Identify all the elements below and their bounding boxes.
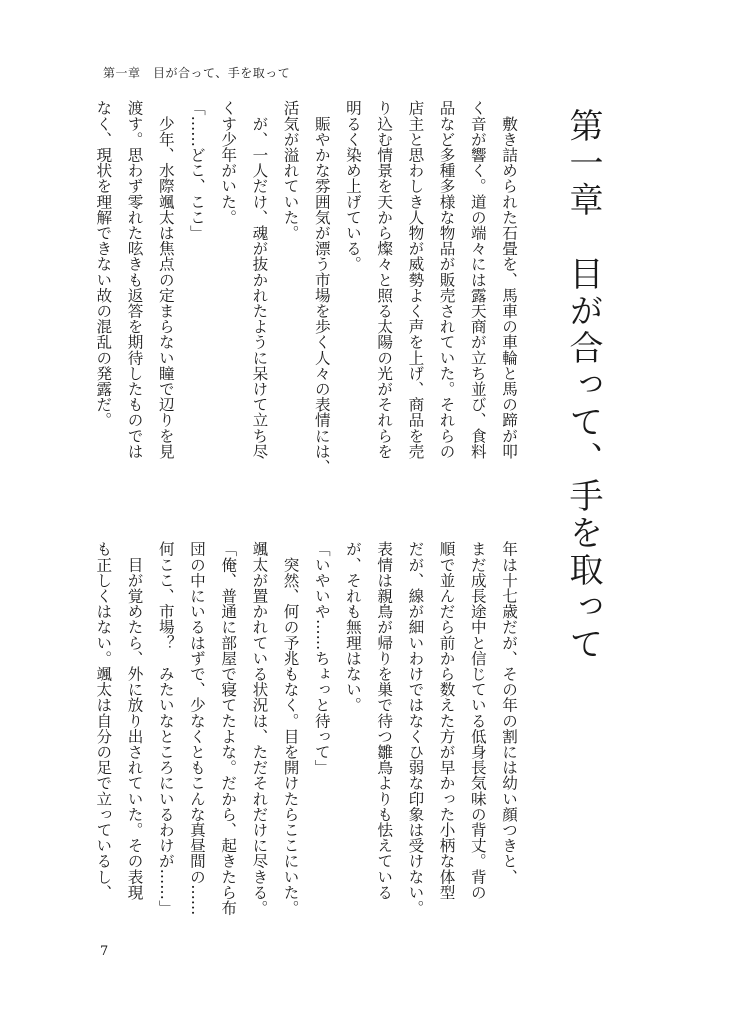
text-line: 突然、何の予兆もなく。目を開けたらここにいた。 (281, 541, 300, 916)
chapter-title: 第一章 目が合って、手を取って (563, 108, 603, 663)
text-line: 「……どこ、ここ」 (187, 100, 206, 241)
upper-text-block (94, 100, 524, 500)
text-line: 順で並んだら前から数えた方が早かった小柄な体型 (437, 541, 456, 900)
text-line: 表情は親鳥が帰りを巣で待つ雛鳥よりも怯えている (375, 541, 394, 900)
text-line: が、それも無理はない。 (343, 541, 362, 713)
text-line: 年は十七歳だが、その年の割には幼い顔つきと、 (500, 541, 518, 885)
text-line: 活気が溢れていた。 (281, 100, 300, 241)
text-line: り込む情景を天から燦々と照る太陽の光がそれらを (375, 100, 394, 459)
text-line: 敷き詰められた石畳を、馬車の車輪と馬の蹄が叩 (500, 100, 518, 459)
text-line: まだ成長途中と信じている低身長気味の背丈。背の (468, 541, 487, 900)
text-line: 団の中にいるはずで、少なくともこんな真昼間の…… (187, 541, 206, 916)
text-line: も正しくはない。颯太は自分の足で立っているし、 (94, 541, 113, 900)
text-line: が、一人だけ、魂が抜かれたように呆けて立ち尽 (250, 100, 269, 459)
text-line: 品など多種多様な物品が販売されていた。それらの (437, 100, 456, 459)
text-line: 何ここ、市場？ みたいなところにいるわけが……」 (156, 541, 175, 916)
lower-text-block (86, 541, 524, 941)
text-line: 渡す。思わず零れた呟きも返答を期待したものでは (125, 100, 144, 459)
text-line: 賑やかな雰囲気が漂う市場を歩く人々の表情には、 (312, 100, 331, 475)
text-line: くす少年がいた。 (219, 100, 238, 225)
text-line: 「いやいや……ちょっと待って」 (312, 541, 331, 775)
text-line: 少年、水際颯太は焦点の定まらない瞳で辺りを見 (156, 100, 175, 459)
text-line: 明るく染め上げている。 (343, 100, 362, 272)
text-line: 店主と思わしき人物が威勢よく声を上げ、商品を売 (406, 100, 425, 459)
page-number: 7 (100, 944, 109, 959)
text-line: 颯太が置かれている状況は、ただそれだけに尽きる。 (250, 541, 269, 916)
running-head: 第一章 目が合って、手を取って (103, 66, 291, 80)
text-line: だが、線が細いわけではなくひ弱な印象は受けない。 (406, 541, 425, 916)
text-line: なく、現状を理解できない故の混乱の発露だ。 (94, 100, 113, 428)
text-line: 目が覚めたら、外に放り出されていた。その表現 (125, 541, 144, 900)
text-line: く音が響く。道の端々には露天商が立ち並び、食料 (468, 100, 487, 459)
text-line: 「俺、普通に部屋で寝てたよな。だから、起きたら布 (219, 541, 238, 916)
